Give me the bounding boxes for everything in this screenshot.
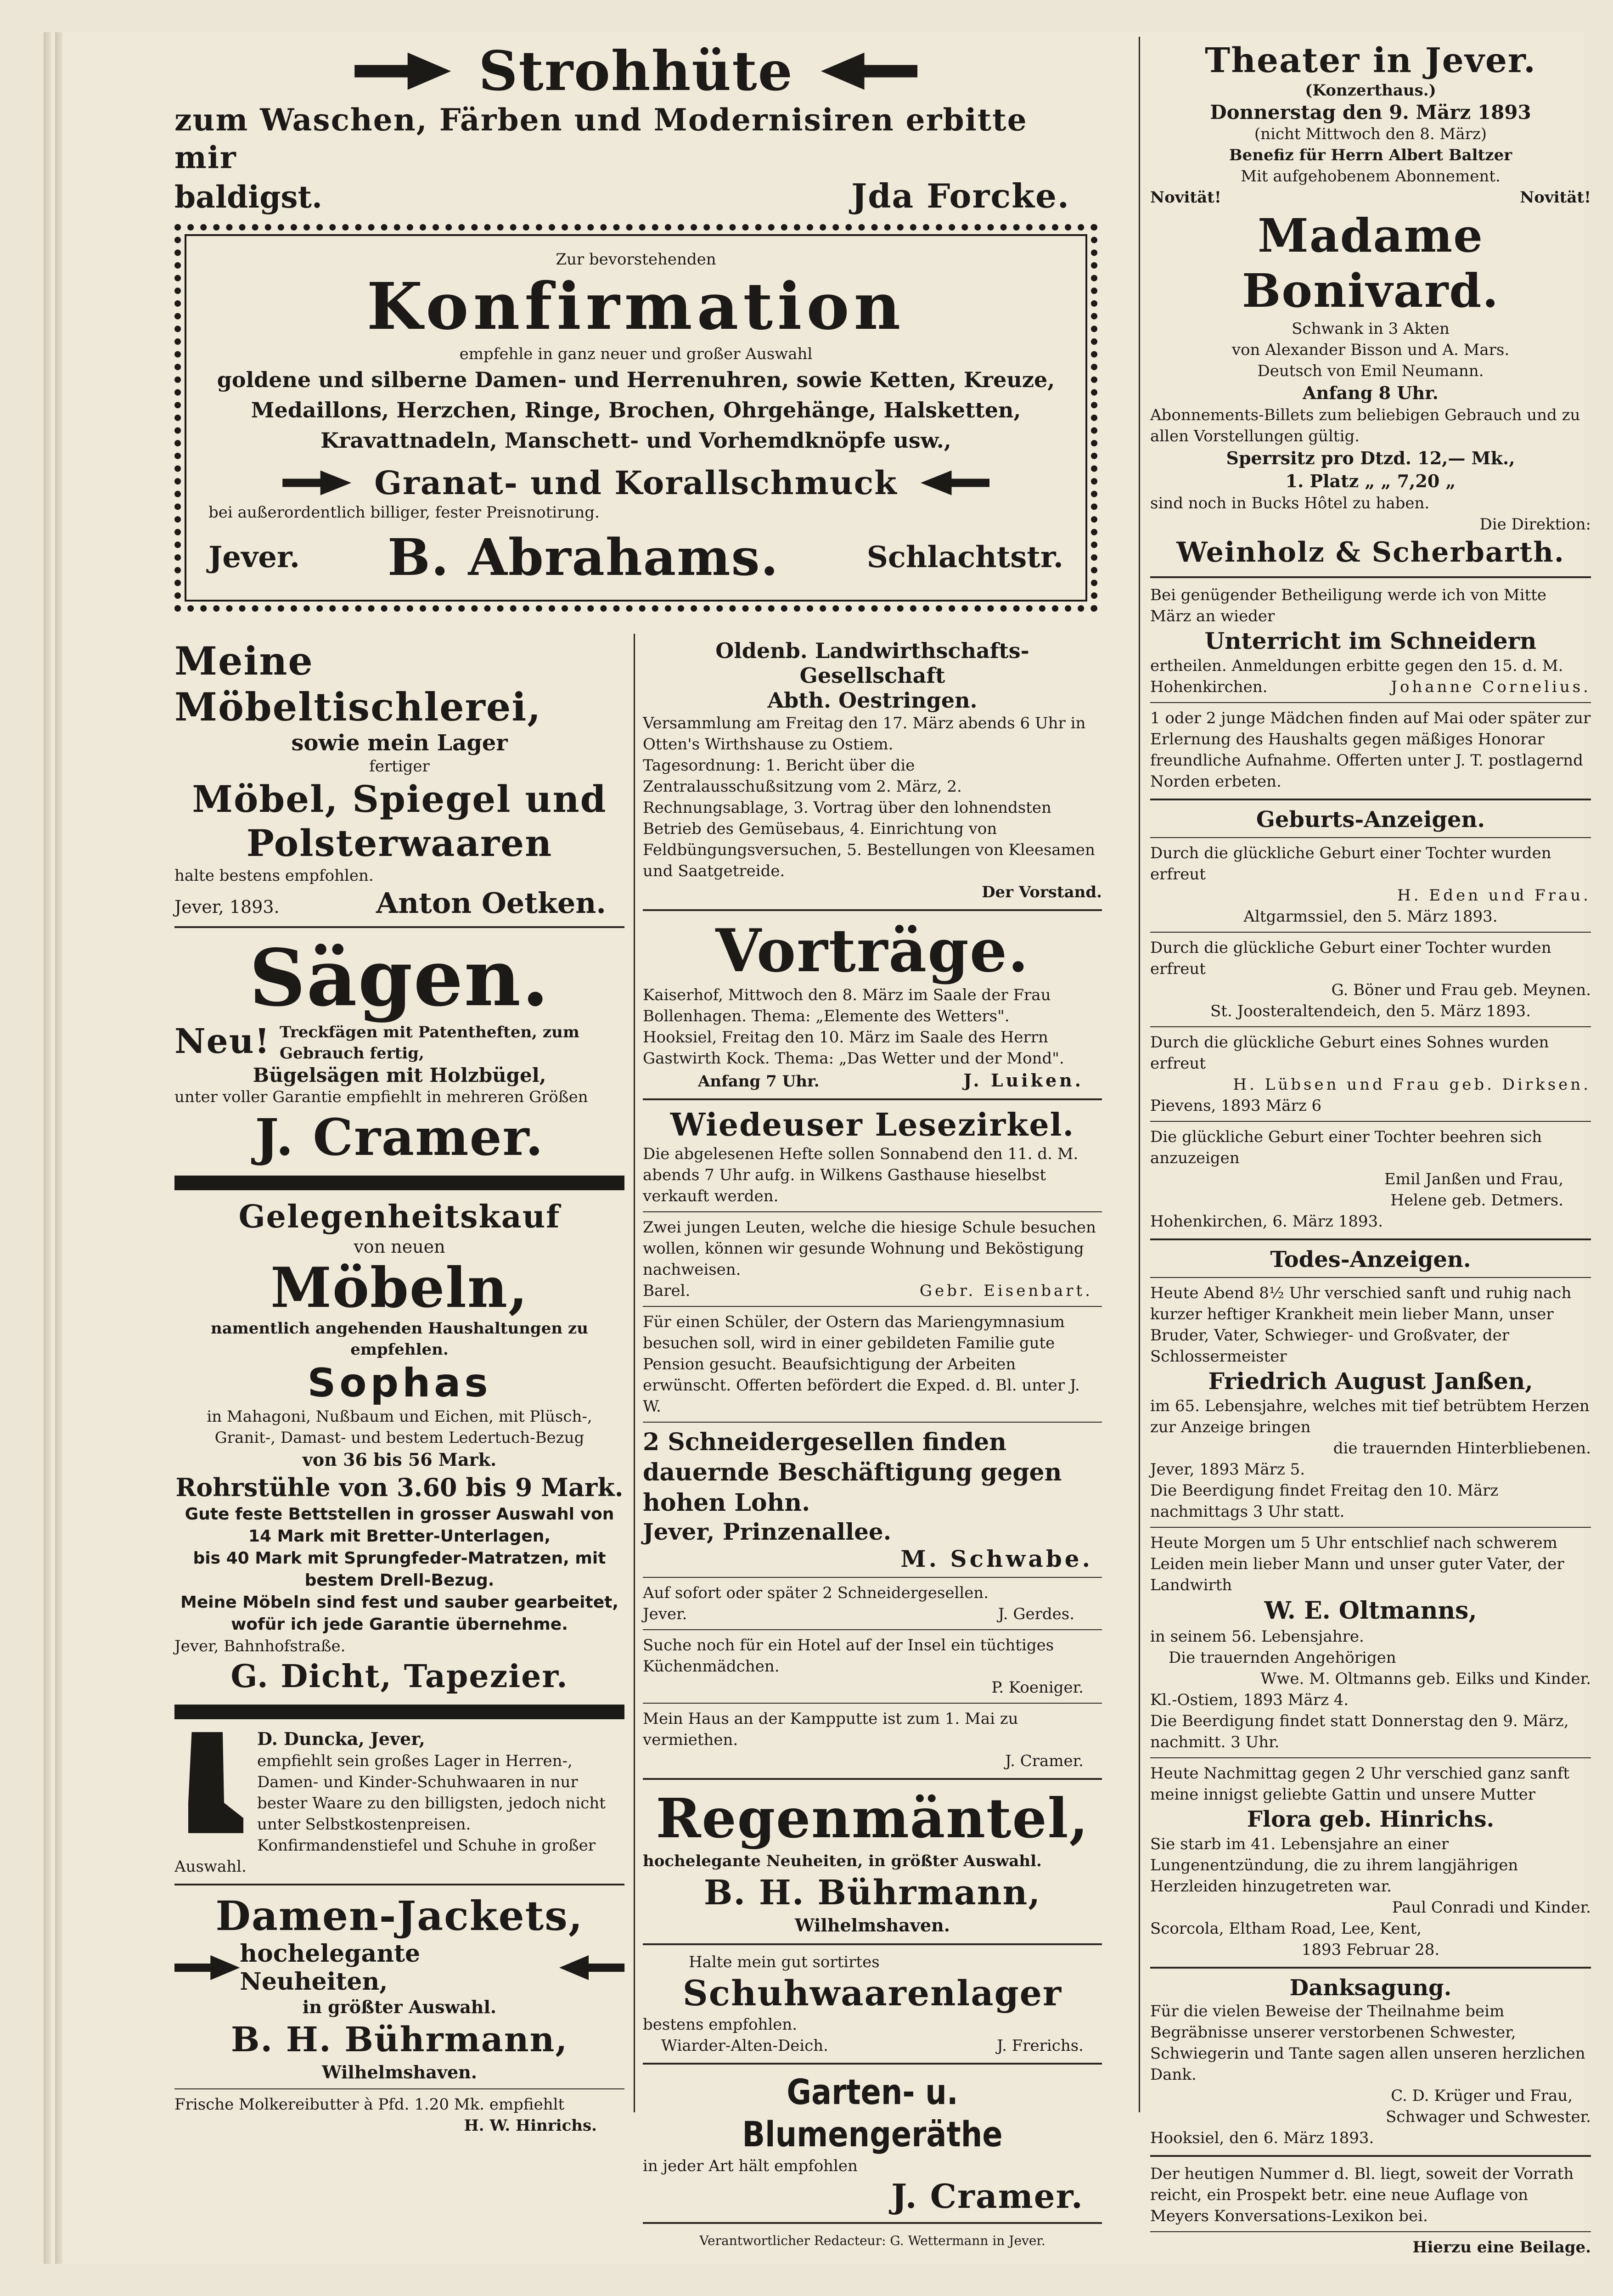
ad-signature: D. Duncka, Jever, [257, 1728, 425, 1749]
ad-text: Mein Haus an der Kampputte ist zum 1. Mai zu vermiethen. [643, 1710, 1018, 1749]
ad-gerdes [643, 1582, 1102, 1625]
ad-unterricht [1150, 585, 1591, 698]
ad-headline: Möbel, Spiegel und [192, 777, 607, 821]
divider [643, 909, 1102, 911]
ad-text: Bügelsägen mit Holzbügel, [253, 1064, 546, 1086]
ad-duncka [174, 1728, 624, 1877]
divider [1150, 1121, 1591, 1122]
divider [643, 1422, 1102, 1423]
divider [643, 1306, 1102, 1307]
ad-schuhwaarenlager [643, 1952, 1102, 2056]
ad-text: Donnerstag den 9. März 1893 [1210, 101, 1531, 124]
ad-place: Wiarder-Alten-Deich. [661, 2037, 828, 2055]
ad-badge: Novität! [1150, 188, 1221, 207]
ad-signature: B. Abrahams. [387, 528, 779, 587]
ad-text: von Alexander Bisson und A. Mars. [1231, 341, 1510, 359]
ad-text: zum Waschen, Färben und Modernisiren erbitte mir [174, 102, 1028, 175]
ad-text: Versammlung am Freitag den 17. März abends 6 Uhr in Otten's Wirthshause zu Ostiem. [643, 714, 1086, 754]
ad-signature: J. Frerichs. [997, 2037, 1084, 2055]
ad-text: Die Direktion: [1479, 515, 1591, 534]
ad-text: in größter Auswahl. [302, 1997, 497, 2017]
divider [1150, 932, 1591, 933]
section-title: Todes-Anzeigen. [1270, 1247, 1471, 1272]
ad-text: Frische Molkereibutter à Pfd. 1.20 Mk. empfiehlt [174, 2095, 565, 2114]
ad-maedchen: 1 oder 2 junge Mädchen finden auf Mai oder später zur Erlernung des Haushalts gegen mäßiges Honorar freundliche Aufnahme. Offerten unter J. T. postlagernd Norden erbeten. [1150, 709, 1591, 791]
ad-headline: Sophas [307, 1360, 492, 1406]
ad-regenmaentel [643, 1786, 1102, 1937]
ad-place: St. Joosteraltendeich, den 5. März 1893. [1210, 1002, 1531, 1020]
ad-place: Jever, Prinzenallee. [643, 1518, 892, 1545]
ad-signature: G. Dicht, Tapezier. [230, 1658, 568, 1695]
ad-text: namentlich angehenden Haushaltungen zu empfehlen. [211, 1319, 588, 1359]
ad-butter [174, 2094, 624, 2136]
ad-headline: Möbeln, [270, 1255, 528, 1320]
ad-place: Altgarmssiel, den 5. März 1893. [1243, 907, 1498, 926]
ad-pension-2: Für einen Schüler, der Ostern das Mariengymnasium besuchen soll, wird in einer gebildeten Familie gute Pension gesucht. Beaufsichtigung der Arbeiten erwünscht. Offerten befördert die Exped. d. Bl. unter J. W. [643, 1313, 1080, 1416]
ad-title: Strohhüte [478, 39, 793, 103]
ad-text: Die glückliche Geburt einer Tochter beehren sich anzuzeigen [1150, 1128, 1542, 1167]
ad-signature: H. W. Hinrichs. [464, 2116, 597, 2135]
left-column [174, 638, 624, 2296]
ad-place: Scorcola, Eltham Road, Lee, Kent, [1150, 1919, 1422, 1938]
ad-lesezirkel [643, 1107, 1102, 1207]
ad-text: (nicht Mittwoch den 8. März) [1254, 125, 1487, 143]
ad-signature: Jda Forcke. [851, 176, 1070, 215]
divider [643, 1629, 1102, 1630]
ad-text: Heute Nachmittag gegen 2 Uhr verschied ganz sanft meine innigst geliebte Gattin und unsere Mutter [1150, 1764, 1570, 1804]
ad-text: Suche noch für ein Hotel auf der Insel ein tüchtiges Küchenmädchen. [643, 1636, 1054, 1676]
ad-text: Benefiz für Herrn Albert Baltzer [1229, 146, 1512, 164]
ad-text: ertheilen. Anmeldungen erbitte gegen den 15. d. M. [1150, 657, 1563, 675]
ad-title: Gelegenheitskauf [238, 1199, 561, 1235]
ad-text: Anfang 7 Uhr. [698, 1072, 820, 1091]
ad-signature: M. Schwabe. [900, 1545, 1093, 1572]
ad-moebeltischlerei [174, 638, 624, 920]
divider [1150, 702, 1591, 703]
ad-text: Meine Möbeln sind fest und sauber gearbeitet, wofür ich jede Garantie übernehme. [180, 1593, 618, 1634]
ad-text: Zwei jungen Leuten, welche die hiesige Schule besuchen wollen, können wir gesunde Wohnung und Beköstigung nachweisen. [643, 1218, 1096, 1279]
column-rule [1139, 37, 1140, 2112]
ad-text: Die Beerdigung findet Freitag den 10. März nachmittags 3 Uhr statt. [1150, 1481, 1499, 1521]
ad-text: Halte mein gut sortirtes [689, 1953, 880, 1971]
divider [1150, 2155, 1591, 2157]
ad-title: Unterricht im Schneidern [1204, 627, 1537, 654]
ad-place: Barel. [643, 1282, 691, 1300]
section-geburts-anzeigen [1150, 807, 1591, 1232]
pointing-hand-icon [282, 469, 351, 497]
ad-place: Jever. [208, 540, 300, 574]
ad-landwirthschaft [643, 638, 1102, 903]
imprint: Verantwortlicher Redacteur: G. Wettermann in Jever. [699, 2233, 1045, 2248]
ad-signature: Wwe. M. Oltmanns geb. Eilks und Kinder. [1260, 1670, 1591, 1688]
ad-text: sind noch in Bucks Hôtel zu haben. [1150, 494, 1430, 512]
ad-theater [1150, 41, 1591, 570]
divider [643, 1703, 1102, 1704]
ad-signature: P. Koeniger. [991, 1678, 1084, 1697]
ad-text: Durch die glückliche Geburt einer Tochter wurden erfreut [1150, 844, 1551, 884]
ad-text: Der heutigen Nummer d. Bl. liegt, soweit der Vorrath reicht, ein Prospekt betr. eine neue Auflage von Meyers Konversations-Lexikon bei. [1150, 2165, 1574, 2225]
ad-title: Wiedeuser Lesezirkel. [670, 1107, 1075, 1143]
ad-saegen [174, 934, 624, 1167]
ad-text: Schwank in 3 Akten [1292, 320, 1450, 338]
ad-signature: B. H. Bührmann, [230, 2020, 568, 2060]
ad-text: Heute Abend 8½ Uhr verschied sanft und ruhig nach kurzer heftiger Krankheit mein lieber Mann, unser Bruder, Vater, Schwieger- und Großvater, der Schlossermeister [1150, 1284, 1572, 1366]
ad-text: hochelegante Neuheiten, in größter Auswahl. [643, 1852, 1042, 1870]
ad-text: Für die vielen Beweise der Theilnahme beim Begräbnisse unserer verstorbenen Schwester, Schwiegerin und Tante sagen allen unseren herzlichen Dank. [1150, 2002, 1585, 2084]
ad-text: bis 40 Mark mit Sprungfeder-Matratzen, mit bestem Drell-Bezug. [193, 1549, 606, 1590]
ad-text: Hooksiel, Freitag den 10. März im Saale des Herrn Gastwirth Kock. Thema: „Das Wetter und der Mond". [643, 1028, 1064, 1068]
divider [1150, 1527, 1591, 1528]
ad-text: sowie mein Lager [291, 730, 508, 756]
ad-name: Friedrich August Janßen, [1208, 1367, 1533, 1395]
ad-name: Flora geb. Hinrichs. [1247, 1806, 1495, 1832]
ad-text: unter voller Garantie empfiehlt in mehreren Größen [174, 1088, 588, 1106]
ad-text: Kaiserhof, Mittwoch den 8. März im Saale der Frau Bollenhagen. Thema: „Elemente des Wetters". [643, 986, 1051, 1025]
ad-place: Wilhelmshaven. [794, 1915, 950, 1936]
ad-text: fertiger [369, 757, 430, 776]
ad-text: Mit aufgehobenem Abonnement. [1241, 167, 1501, 186]
ad-signature: Gebr. Eisenbart. [919, 1282, 1093, 1300]
ad-text: Abonnements-Billets zum beliebigen Gebrauch und zu allen Vorstellungen gültig. [1150, 406, 1580, 445]
ad-title: Garten- u. Blumengeräthe [742, 2071, 1003, 2155]
ad-place: Hooksiel, den 6. März 1893. [1150, 2129, 1374, 2147]
divider-bar [174, 1176, 624, 1190]
ad-text: baldigst. [174, 179, 322, 215]
divider [1150, 1238, 1591, 1240]
section-todes-anzeigen [1150, 1247, 1591, 1960]
ad-gartengeraethe [643, 2071, 1102, 2216]
ad-subtitle: (Konzerthaus.) [1305, 81, 1436, 100]
divider-bar [174, 1705, 624, 1719]
divider [643, 1098, 1102, 1100]
divider [643, 2063, 1102, 2065]
ad-street: Schlachtstr. [866, 540, 1063, 574]
divider [1150, 1757, 1591, 1758]
ad-signature: die trauernden Hinterbliebenen. [1333, 1439, 1591, 1458]
ad-headline: Granat- und Korallschmuck [374, 464, 898, 502]
ad-text: von 36 bis 56 Mark. [302, 1449, 497, 1470]
ad-place: Jever. [643, 1605, 687, 1623]
ad-text: Anfang 8 Uhr. [1303, 383, 1439, 403]
pointing-hand-icon [559, 1954, 624, 1981]
ad-place: Hohenkirchen, 6. März 1893. [1150, 1212, 1383, 1231]
ad-konfirmation [174, 224, 1097, 612]
ad-gelegenheitskauf [174, 1199, 624, 1696]
ad-subtitle: Abth. Oestringen. [767, 688, 978, 713]
ad-signature: Der Vorstand. [982, 883, 1102, 901]
section-title: Geburts-Anzeigen. [1256, 807, 1485, 833]
divider [643, 1943, 1102, 1945]
divider [1150, 1026, 1591, 1027]
ad-signature: Schwager und Schwester. [1386, 2108, 1591, 2126]
ad-text: hochelegante Neuheiten, [240, 1940, 421, 1996]
ad-signature: Johanne Cornelius. [1391, 678, 1591, 696]
ad-title: Oldenb. Landwirthschafts-Gesellschaft [715, 638, 1029, 688]
ad-place: Jever, 1893. [174, 897, 280, 917]
ad-text: Sie starb im 41. Lebensjahre an einer Lungenentzündung, die zu ihrem langjährigen Herzleiden hinzugetreten war. [1150, 1835, 1518, 1896]
ad-text: Deutsch von Emil Neumann. [1257, 362, 1484, 380]
pointing-hand-icon [174, 1954, 240, 1981]
ad-place: Kl.-Ostiem, 1893 März 4. [1150, 1691, 1349, 1709]
ad-text: Durch die glückliche Geburt einer Tochter wurden erfreut [1150, 939, 1551, 978]
ad-text: in seinem 56. Lebensjahre. [1150, 1627, 1364, 1646]
ad-title: Regenmäntel, [656, 1786, 1089, 1850]
divider [1150, 576, 1591, 578]
right-column [1150, 41, 1591, 2259]
ad-text: bei außerordentlich billiger, fester Preisnotirung. [208, 503, 600, 522]
ad-text: Durch die glückliche Geburt eines Sohnes wurden erfreut [1150, 1033, 1549, 1073]
divider [174, 2088, 624, 2089]
middle-column [643, 638, 1102, 2296]
ad-beilage [1150, 2163, 1591, 2258]
ad-signature: J. Cramer. [1005, 1752, 1084, 1770]
divider [174, 1884, 624, 1885]
ad-text: Rohrstühle von 3.60 bis 9 Mark. [175, 1473, 624, 1502]
ad-text: Tagesordnung: 1. Bericht über die Zentralausschußsitzung vom 2. März, 2. Rechnungsablage, 3. Vortrag über den lohnendsten Betrieb des Gemüsebaus, 4. Einrichtung von Feldbüngungsversuchen, 5. Bestellungen von Kleesamen und Saatgetreide. [643, 756, 1095, 880]
ad-title: Sägen. [249, 932, 550, 1024]
ad-signature: J. Luiken. [963, 1070, 1084, 1091]
ad-signature: H. Eden und Frau. [1397, 886, 1591, 905]
ad-text: empfiehlt sein großes Lager in Herren-, Damen- und Kinder-Schuhwaaren in nur bester Waare zu den billigsten, jedoch nicht unter Selbstkostenpreisen. Konfirmandenstiefel und Schuhe in großer Auswahl. [174, 1752, 606, 1876]
ad-haus [643, 1708, 1102, 1772]
ad-place: Jever, 1893 März 5. [1150, 1460, 1305, 1479]
ad-danksagung [1150, 1975, 1591, 2149]
ad-date: 1893 Februar 28. [1301, 1941, 1440, 1959]
ad-koeniger [643, 1635, 1102, 1698]
ad-signature: Helene geb. Detmers. [1390, 1191, 1563, 1210]
ad-signature: G. Böner und Frau geb. Meynen. [1331, 981, 1591, 999]
ad-text: Auf sofort oder später 2 Schneidergesellen. [643, 1584, 989, 1602]
ad-title: Vorträge. [715, 917, 1029, 985]
ad-text: 1. Platz „ „ 7,20 „ [1285, 471, 1456, 491]
ad-name: W. E. Oltmanns, [1264, 1597, 1477, 1625]
ad-signature: Emil Janßen und Frau, [1384, 1170, 1563, 1188]
ad-title: Schuhwaarenlager [682, 1973, 1062, 2014]
ad-signature: Anton Oetken. [376, 886, 606, 920]
pointing-hand-icon [921, 469, 989, 497]
ad-text: in Mahagoni, Nußbaum und Eichen, mit Plüsch-, Granit-, Damast- und bestem Ledertuch-Bezug [207, 1407, 592, 1447]
ad-pension-1 [643, 1217, 1102, 1301]
ad-title: Damen-Jackets, [215, 1892, 584, 1940]
ad-signature: Paul Conradi und Kinder. [1392, 1898, 1591, 1917]
ad-text: 2 Schneidergesellen finden dauernde Beschäftigung gegen hohen Lohn. [643, 1428, 1062, 1517]
ad-badge: Novität! [1520, 188, 1591, 207]
ad-signature: H. Lübsen und Frau geb. Dirksen. [1233, 1075, 1591, 1094]
ad-place: Pievens, 1893 März 6 [1150, 1097, 1322, 1115]
ad-signature: C. D. Krüger und Frau, [1391, 2087, 1573, 2105]
ad-signature: J. Cramer. [891, 2177, 1084, 2216]
ad-text: Die Beerdigung findet statt Donnerstag den 9. März, nachmitt. 3 Uhr. [1150, 1712, 1569, 1751]
ad-title: Theater in Jever. [1205, 41, 1536, 80]
ad-signature: B. H. Bührmann, [703, 1873, 1041, 1913]
ad-text: bestens empfohlen. [643, 2015, 798, 2034]
ad-title: Konfirmation [366, 269, 905, 344]
divider [1150, 2231, 1591, 2232]
ad-badge: Neu! [174, 1022, 271, 1061]
ad-place: Hohenkirchen. [1150, 678, 1268, 696]
ad-note: Hierzu eine Beilage. [1412, 2238, 1591, 2257]
ad-text: Heute Morgen um 5 Uhr entschlief nach schwerem Leiden mein lieber Mann und unser guter Vater, der Landwirth [1150, 1534, 1564, 1594]
ad-text: im 65. Lebensjahre, welches mit tief betrübtem Herzen zur Anzeige bringen [1150, 1397, 1590, 1436]
ad-signature: Weinholz & Scherbarth. [1176, 536, 1565, 568]
ad-strohhuete [174, 41, 1097, 216]
ad-text: Zur bevorstehenden [556, 250, 716, 269]
ad-text: von neuen [354, 1237, 445, 1257]
ad-damen-jackets [174, 1892, 624, 2084]
section-title: Danksagung. [1289, 1975, 1452, 2001]
divider [1150, 799, 1591, 800]
ad-place: Wilhelmshaven. [321, 2062, 478, 2082]
divider [643, 1211, 1102, 1212]
divider [1150, 1967, 1591, 1969]
ad-text: Bei genügender Betheiligung werde ich von Mitte März an wieder [1150, 586, 1547, 625]
ad-schneidergesellen [643, 1427, 1102, 1572]
ad-text: Gute feste Bettstellen in grosser Auswahl von 14 Mark mit Bretter-Unterlagen, [185, 1505, 614, 1546]
divider [1150, 1277, 1591, 1278]
ad-text: Sperrsitz pro Dtzd. 12,— Mk., [1226, 448, 1515, 468]
ad-text: goldene und silberne Damen- und Herrenuhren, sowie Ketten, Kreuze, Medaillons, Herzchen, Ringe, Brochen, Ohrgehänge, Halsketten, Kravattnadeln, Manschett- und Vorhemdknöpfe usw., [217, 367, 1055, 453]
divider [643, 2222, 1102, 2224]
divider [174, 926, 624, 928]
page-edge [55, 32, 62, 2264]
ad-text: Die trauernden Angehörigen [1169, 1649, 1396, 1667]
ad-text: in jeder Art hält empfohlen [643, 2157, 858, 2175]
pointing-hand-icon [354, 51, 451, 92]
ad-text: Die abgelesenen Hefte sollen Sonnabend den 11. d. M. abends 7 Uhr aufg. in Wilkens Gasthause hieselbst verkauft werden. [643, 1145, 1079, 1205]
page-edge [44, 32, 51, 2264]
ad-signature: J. Cramer. [255, 1108, 544, 1167]
ad-title: Meine Möbeltischlerei, [174, 638, 542, 730]
ad-signature: J. Gerdes. [998, 1605, 1074, 1623]
divider [1150, 837, 1591, 838]
ad-text: empfehle in ganz neuer und großer Auswahl [459, 345, 813, 363]
divider [643, 1778, 1102, 1780]
ad-headline: Polsterwaaren [246, 822, 553, 865]
pointing-hand-icon [821, 51, 917, 92]
ad-text: Treckfägen mit Patentheften, zum Gebrauch fertig, [280, 1023, 579, 1063]
ad-text: halte bestens empfohlen. [174, 867, 374, 885]
ad-text: Jever, Bahnhofstraße. [174, 1637, 346, 1655]
ad-vortraege [643, 917, 1102, 1092]
divider [643, 1577, 1102, 1578]
ad-headline: Madame Bonivard. [1242, 208, 1500, 318]
